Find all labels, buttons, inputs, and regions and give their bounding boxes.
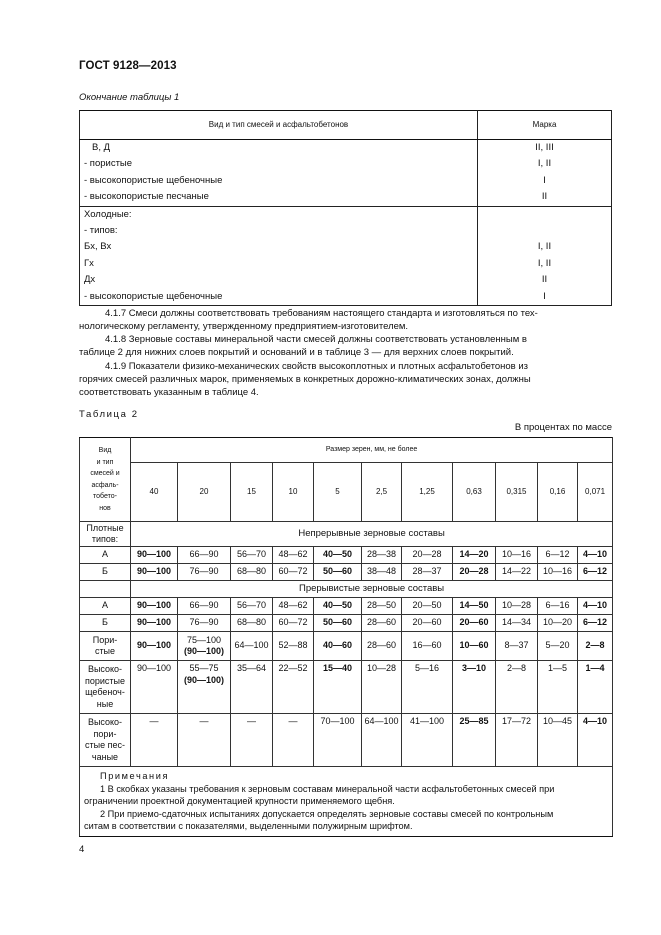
- table-row: - типов:: [80, 223, 612, 239]
- table1-continuation-title: Окончание таблицы 1: [79, 92, 180, 103]
- table-row: Б 90—100 76—90 68—80 60—72 50—60 28—60 20—60 20—60 14—34 10—20 6—12: [80, 615, 613, 632]
- table1-header-row: [80, 111, 612, 140]
- table1-col-type: Вид и тип смесей и асфальтобетонов: [80, 111, 478, 140]
- page-number: 4: [79, 844, 85, 855]
- table-row: А 90—100 66—90 56—70 48—62 40—50 28—50 20—50 14—50 10—28 6—16 4—10: [80, 598, 613, 615]
- paragraph-4-1-8: 4.1.8 Зерновые составы минеральной части смесей должны соответствовать установленным в таблице 2 для нижних слоев покрытий и оснований и в таблице 3 — для верхних слоев покрытий.: [79, 334, 527, 359]
- notes-title: Примечания: [100, 771, 170, 781]
- table-row: Высоко- пористые щебеноч- ные 90—100 55—75 (90—100) 35—64 22—52 15—40 10—28 5—16 3—10 2—8 1—5 1—4: [80, 661, 613, 714]
- table2-size-header: Размер зерен, мм, не более: [131, 438, 613, 463]
- table2-section-discontinuous: Прерывистые зерновые составы: [80, 581, 613, 598]
- table-row: - пористые I, II: [80, 156, 612, 172]
- table2: [79, 437, 613, 837]
- table-row: В, Д II, III: [80, 140, 612, 157]
- table-row: - высокопористые щебеночные I: [80, 289, 612, 306]
- table1: [79, 110, 612, 306]
- table2-col-type: Вид и тип смесей и асфаль- тобето- нов: [80, 438, 131, 522]
- table2-section-continuous: Плотные типов: Непрерывные зерновые составы: [80, 522, 613, 547]
- table-row: Гх I, II: [80, 256, 612, 272]
- paragraph-4-1-9: 4.1.9 Показатели физико-механических свойств высокоплотных и плотных асфальтобетонов из горячих смесей различных марок, применяемых в конкретных дорожно-климатических зонах, должны соответствовать указанным в таблице 4.: [79, 361, 531, 399]
- table1-col-grade: Марка: [478, 111, 612, 140]
- table-row: А 90—100 66—90 56—70 48—62 40—50 28—38 20—28 14—20 10—16 6—12 4—10: [80, 547, 613, 564]
- document-header: ГОСТ 9128—2013: [79, 60, 177, 72]
- table-row: Высоко- пори- стые пес- чаные — — — — 70—100 64—100 41—100 25—85 17—72 10—45 4—10: [80, 714, 613, 767]
- table2-unit: В процентах по массе: [514, 422, 612, 433]
- table-row: Б 90—100 76—90 68—80 60—72 50—60 38—48 28—37 20—28 14—22 10—16 6—12: [80, 564, 613, 581]
- table2-caption: Таблица 2: [79, 409, 139, 420]
- table-row: Холодные:: [80, 206, 612, 223]
- table-row: - высокопористые щебеночные I: [80, 173, 612, 189]
- table-row: Пори- стые 90—100 75—100 (90—100) 64—100 52—88 40—60 28—60 16—60 10—60 8—37 5—20 2—8: [80, 632, 613, 661]
- table-row: - высокопористые песчаные II: [80, 189, 612, 206]
- table-row: Бх, Вх I, II: [80, 239, 612, 255]
- paragraph-4-1-7: 4.1.7 Смеси должны соответствовать требованиям настоящего стандарта и изготовляться по тех- нологическому регламенту, утвержденному предприятием-изготовителем.: [79, 308, 538, 333]
- table2-notes: Примечания 1 В скобках указаны требования к зерновым составам минеральной части асфальтобетонных смесей при ограничении проектной документацией крупности применяемого щебня. 2 При приемо-сдаточных испытаниях допускается определять зерновые составы смесей по контрольным ситам в соответствии с показателями, выделенными полужирным шрифтом.: [80, 767, 613, 837]
- table-row: Дх II: [80, 272, 612, 288]
- table2-header-row: [80, 438, 613, 463]
- table2-sizes-row: 40 20 15 10 5 2,5 1,25 0,63 0,315 0,16 0,071: [80, 463, 613, 522]
